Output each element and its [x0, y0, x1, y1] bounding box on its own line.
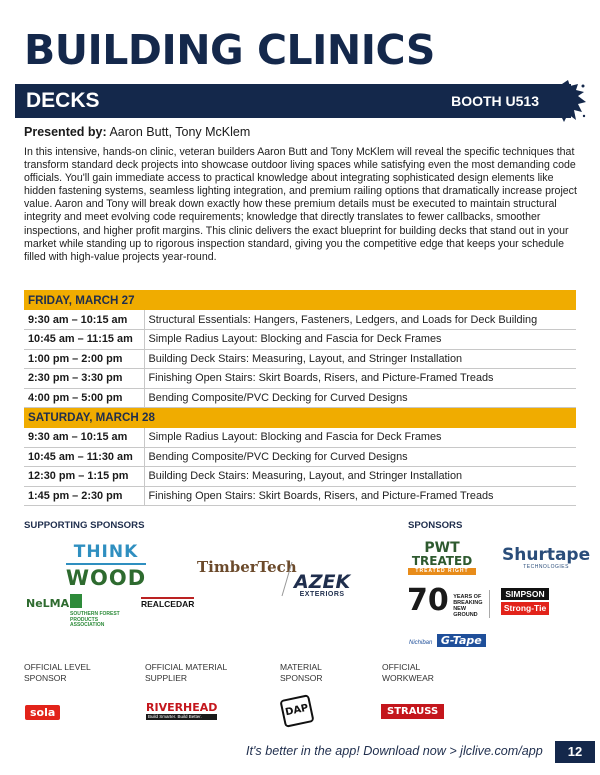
seventy-years-logo — [407, 585, 489, 618]
table-row — [24, 467, 576, 487]
realcedar-logo: REALCEDAR — [141, 599, 195, 609]
session-title: Simple Radius Layout: Blocking and Fascia for Deck Frames — [144, 428, 576, 448]
timbertech-logo: TimberTech — [197, 558, 297, 576]
session-time: 10:45 am – 11:15 am — [24, 330, 144, 350]
think-divider — [66, 563, 146, 565]
day-header-row — [24, 290, 576, 310]
treated-right-text: TREATED RIGHT — [408, 568, 476, 575]
section-title: DECKS — [26, 89, 100, 112]
shurtape-sub-text: TECHNOLOGIES — [523, 564, 569, 570]
session-time: 10:45 am – 11:30 am — [24, 447, 144, 467]
session-time: 9:30 am – 10:15 am — [24, 310, 144, 330]
riverhead-logo — [146, 702, 217, 720]
table-row — [24, 310, 576, 330]
booth-label: BOOTH U513 — [451, 93, 539, 109]
seventy-sub-text: YEARS OF BREAKING NEW GROUND — [453, 593, 483, 618]
day-header-row — [24, 408, 576, 428]
session-time: 12:30 pm – 1:15 pm — [24, 467, 144, 487]
day-label: FRIDAY, MARCH 27 — [24, 290, 576, 310]
session-title: Bending Composite/PVC Decking for Curved Designs — [144, 447, 576, 467]
official-material-supplier-label: OFFICIAL MATERIAL SUPPLIER — [145, 662, 227, 683]
table-row — [24, 388, 576, 408]
session-time: 2:30 pm – 3:30 pm — [24, 369, 144, 389]
dap-text: DAP — [284, 702, 310, 719]
table-row — [24, 447, 576, 467]
pwt-logo — [408, 541, 476, 575]
treated-text: TREATED — [411, 554, 473, 568]
supporting-sponsors-label: SUPPORTING SPONSORS — [24, 520, 145, 531]
session-title: Simple Radius Layout: Blocking and Fascia for Deck Frames — [144, 330, 576, 350]
paint-splatter-icon — [548, 80, 586, 122]
wood-text: WOOD — [65, 566, 147, 590]
shurtape-logo — [502, 546, 590, 570]
slash-divider-icon — [280, 560, 294, 598]
strongtie-text: Strong-Tie — [501, 602, 549, 615]
session-title: Building Deck Stairs: Measuring, Layout, and Stringer Installation — [144, 467, 576, 487]
presented-label: Presented by: — [24, 125, 107, 139]
session-title: Building Deck Stairs: Measuring, Layout, and Stringer Installation — [144, 349, 576, 369]
riverhead-sub-text: Build Smarter. Build Better. — [146, 714, 217, 720]
session-time: 4:00 pm – 5:00 pm — [24, 388, 144, 408]
session-title: Finishing Open Stairs: Skirt Boards, Risers, and Picture-Framed Treads — [144, 369, 576, 389]
schedule-table — [24, 290, 576, 506]
clinic-description: In this intensive, hands-on clinic, veteran builders Aaron Butt and Tony McKlem will reveal the specific techniques that transform standard deck projects into showcase outdoor living spaces while satisfying even the most demanding code officials. You'll gain immediate access to practical knowledge about integrating sophisticated design elements like hidden fastening systems, seamless lighting integration, and premium railing options that dramatically increase project value. Aaron and Tony will break down exactly how these premium details must be executed to maintain structural integrity and meet evolving code requirements; knowledge that directly translates to fewer callbacks, smoother inspections, and higher profit margins. This clinic delivers the exact blueprint for building decks that stand out in your market while standing up to rigorous inspection standard, giving you the competitive edge that keeps your schedule filled with high-value projects year-round. — [24, 146, 577, 263]
strauss-logo: STRAUSS — [381, 704, 444, 719]
think-text: THINK — [73, 542, 139, 562]
session-time: 9:30 am – 10:15 am — [24, 428, 144, 448]
sponsors-label: SPONSORS — [408, 520, 463, 531]
app-promo-text: It's better in the app! Download now > jlclive.com/app — [246, 744, 543, 758]
sfpa-logo — [70, 594, 136, 630]
session-time: 1:00 pm – 2:00 pm — [24, 349, 144, 369]
sola-logo: sola — [25, 705, 60, 720]
page-title: BUILDING CLINICS — [24, 26, 435, 74]
think-wood-logo — [58, 542, 154, 590]
official-level-sponsor-label: OFFICIAL LEVEL SPONSOR — [24, 662, 91, 683]
simpson-text: SIMPSON — [501, 588, 549, 600]
gtape-logo — [409, 631, 486, 649]
table-row — [24, 486, 576, 506]
gtape-text: G-Tape — [437, 634, 486, 647]
sfpa-mark-icon — [70, 594, 82, 608]
table-row — [24, 428, 576, 448]
presenters — [24, 125, 250, 139]
simpson-logo — [501, 588, 549, 615]
sfpa-text: SOUTHERN FOREST PRODUCTS ASSOCIATION — [70, 611, 120, 628]
azek-logo — [294, 573, 350, 598]
table-row — [24, 369, 576, 389]
shurtape-text: Shurtape — [502, 545, 591, 565]
nichiban-text: Nichiban — [409, 640, 433, 646]
seventy-text: 70 — [407, 583, 449, 618]
riverhead-text: RIVERHEAD — [146, 701, 218, 714]
presenter-names: Aaron Butt, Tony McKlem — [109, 125, 251, 139]
nelma-logo: NeLMA — [26, 597, 70, 610]
azek-text: AZEK — [294, 571, 351, 593]
session-time: 1:45 pm – 2:30 pm — [24, 486, 144, 506]
dap-logo — [279, 694, 314, 728]
section-banner — [15, 84, 571, 118]
logo-divider — [489, 590, 490, 618]
page-number: 12 — [555, 741, 595, 763]
table-row — [24, 330, 576, 350]
table-row — [24, 349, 576, 369]
day-label: SATURDAY, MARCH 28 — [24, 408, 576, 428]
session-title: Finishing Open Stairs: Skirt Boards, Risers, and Picture-Framed Treads — [144, 486, 576, 506]
official-workwear-label: OFFICIAL WORKWEAR — [382, 662, 434, 683]
session-title: Structural Essentials: Hangers, Fasteners, Ledgers, and Loads for Deck Building — [144, 310, 576, 330]
azek-sub-text: EXTERIORS — [299, 591, 345, 598]
material-sponsor-label: MATERIAL SPONSOR — [280, 662, 323, 683]
session-title: Bending Composite/PVC Decking for Curved Designs — [144, 388, 576, 408]
pwt-text: PWT — [424, 540, 460, 556]
